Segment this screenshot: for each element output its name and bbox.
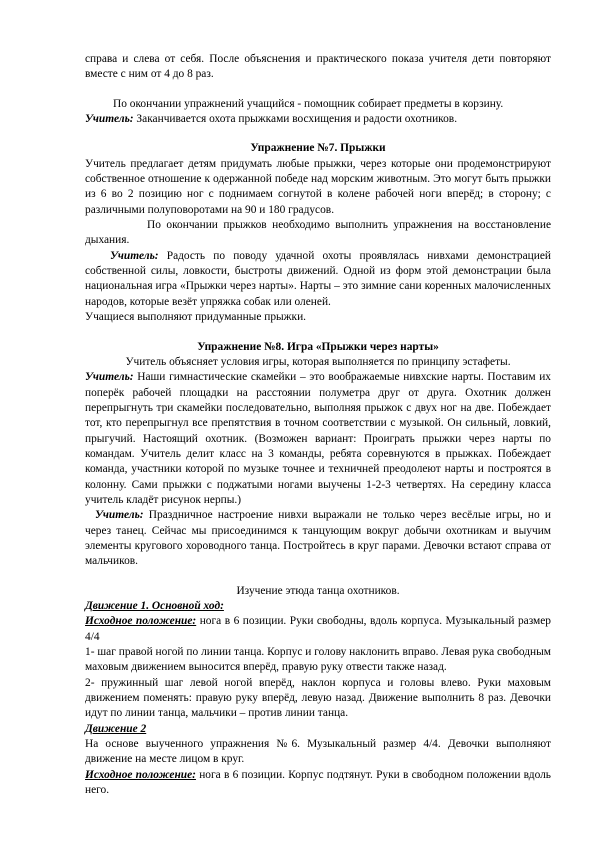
exercise-7-title: Упражнение №7. Прыжки [250,142,386,155]
dance-study-title: Изучение этюда танца охотников. [236,584,400,597]
paragraph-jumps-description: Учитель предлагает детям придумать любые прыжки, через которые они продемонстрируют собственное отношение к одержанной победе над морским животным. Это могут быть прыжки из 6 во 2 позицию ног с поднимаем согнутой в колене рабочей ноги вперёд; в сторону; с различными полуповоротами на 90 и 180 градусов. [85,157,551,216]
paragraph-teacher-ending [85,112,551,127]
starting-position-text: нога в 6 позиции. Руки свободны, вдоль корпуса. Музыкальный размер 4/4 [85,615,551,643]
teacher-text: Радость по поводу удачной охоты проявлялась нивхами демонстрацией собственной силы, ловкости, быстроты движений. Одной из форм этой демонстрации была национальная игра «Прыжки через нарты». Нарты – это зимние сани коренных малочисленных народов, которые везёт упряжка собак или оленей. [85,249,551,308]
blank-line [85,83,551,97]
teacher-label: Учитель: [110,249,159,262]
paragraph-starting-position-1 [85,614,551,645]
paragraph-continuation: справа и слева от себя. После объяснения и практического показа учителя дети повторяют вместе с ним от 4 до 8 раз. [85,53,551,81]
paragraph-teacher-benches [85,370,551,508]
paragraph-teacher-joy [85,249,551,310]
paragraph-teacher-dance [85,508,551,569]
teacher-label: Учитель: [85,113,134,126]
document-body [85,52,551,798]
paragraph-students-jump: Учащиеся выполняют придуманные прыжки. [85,311,307,324]
paragraph-helper-collects: По окончании упражнений учащийся - помощник собирает предметы в корзину. [113,97,504,110]
movement-1-title: Движение 1. Основной ход: [85,600,224,612]
teacher-text: Заканчивается охота прыжками восхищения и радости охотников. [133,113,458,126]
paragraph-game-rules: Учитель объясняет условия игры, которая выполняется по принципу эстафеты. [125,355,511,368]
exercise-8-title: Упражнение №8. Игра «Прыжки через нарты» [197,340,439,353]
blank-line [85,326,551,340]
movement-2-title: Движение 2 [85,722,147,735]
teacher-label: Учитель: [85,371,134,384]
teacher-text: Наши гимнастические скамейки – это воображаемые нивхские нарты. Поставим их поперёк рабочей площадки на расстоянии полуметра друг от друга. Охотник должен перепрыгнуть три скамейки последовательно, выполняя прыжок с двух ног на две. Побеждает тот, кто перепрыгнул все препятствия в точном соответствии с музыкой. Он сильный, ловкий, прыгучий. Настоящий охотник. (Возможен вариант: Проиграть прыжки через нарты по командам. Учитель делит класс на 3 команды, ребята соревнуются в прыжках. Побеждает команда, участники которой по музыке точнее и техничней преодолеют нарты и построятся в колонну. Сами прыжки с поджатыми ногами выучены 1-2-3 четвертях. На середину класса учитель кладёт рисунок нерпы.) [85,371,551,506]
blank-line [85,570,551,584]
paragraph-breathing: По окончании прыжков необходимо выполнить упражнения на восстановление дыхания. [85,219,551,247]
starting-position-label: Исходное положение: [85,768,196,781]
paragraph-movement-2-basis: На основе выученного упражнения №6. Музыкальный размер 4/4. Девочки выполняют движение на месте лицом в круг. [85,738,551,766]
paragraph-starting-position-2 [85,768,551,799]
paragraph-step-1: 1- шаг правой ногой по линии танца. Корпус и голову наклонить вправо. Левая рука свободным маховым движением выносится вперёд, правую руку отвести также назад. [85,646,551,674]
starting-position-text: нога в 6 позиции. Корпус подтянут. Руки в свободном положении вдоль него. [85,768,551,797]
teacher-label: Учитель: [95,509,144,522]
starting-position-label: Исходное положение: [85,615,197,628]
teacher-text: Праздничное настроение нивхи выражали не только через весёлые игры, но и через танец. Сейчас мы присоединимся к танцующим вокруг добычи охотникам и выучим элементы кругового хороводного танца. Постройтесь в круг парами. Девочки встают справа от мальчиков. [85,509,551,568]
paragraph-step-2: 2- пружинный шаг левой ногой вперёд, наклон корпуса и головы влево. Руки маховым движением поменять: правую руку вперёд, левую назад. Движение выполнить 8 раз. Девочки идут по линии танца, мальчики – против линии танца. [85,676,551,720]
blank-line [85,127,551,141]
